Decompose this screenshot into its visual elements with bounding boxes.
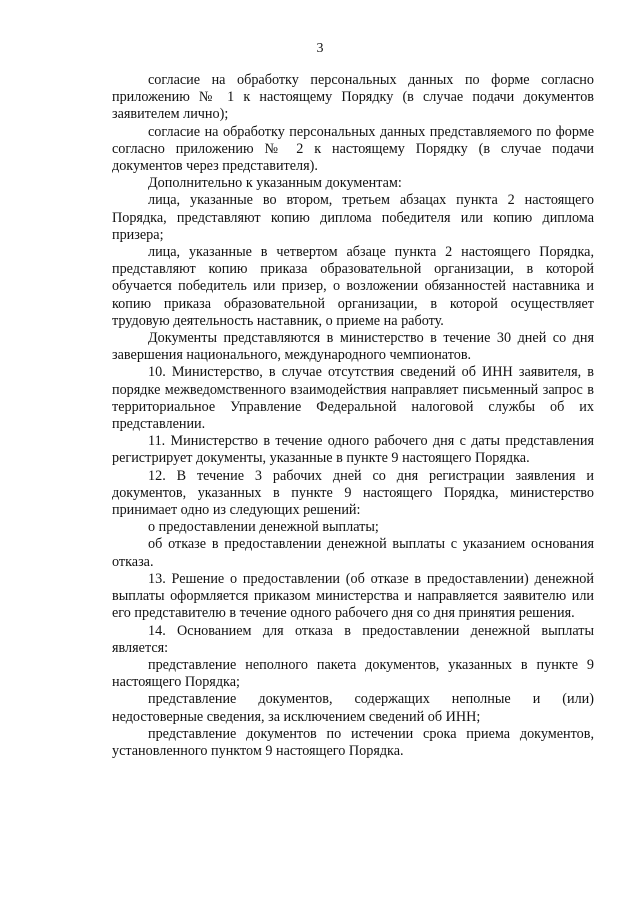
paragraph-mentor-order: лица, указанные в четвертом абзаце пункта 2 настоящего Порядка, представляют копию приказа образовательной организации, в которой обучается победитель или призер, о возложении обязанностей наставника и копию приказа образовательной организации, в которой осуществляет трудовую деятельность наставник, о приеме на работу. [112, 244, 594, 329]
paragraph-refusal-unreliable: представление документов, содержащих неполные и (или) недостоверные сведения, за исключением сведений об ИНН; [112, 691, 594, 725]
paragraph-submission-deadline: Документы представляются в министерство в течение 30 дней со дня завершения национального, международного чемпионатов. [112, 330, 594, 364]
paragraph-item-12: 12. В течение 3 рабочих дней со дня регистрации заявления и документов, указанных в пункте 9 настоящего Порядка, министерство принимает одно из следующих решений: [112, 467, 594, 519]
paragraph-additional-docs: Дополнительно к указанным документам: [148, 175, 402, 192]
paragraph-item-14: 14. Основанием для отказа в предоставлении денежной выплаты является: [112, 622, 594, 656]
paragraph-diploma-copy: лица, указанные во втором, третьем абзацах пункта 2 настоящего Порядка, представляют копию диплома победителя или копию диплома призера; [112, 192, 594, 243]
paragraph-refusal-incomplete: представление неполного пакета документов, указанных в пункте 9 настоящего Порядка; [112, 656, 594, 691]
paragraph-consent-representative: согласие на обработку персональных данных представляемого по форме согласно приложению № 2 к настоящему Порядку (в случае подачи документов через представителя). [112, 123, 594, 175]
document-body [112, 72, 594, 760]
paragraph-item-13: 13. Решение о предоставлении (об отказе в предоставлении) денежной выплаты оформляется приказом министерства и направляется заявителю или его представителю в течение одного рабочего дня со дня принятия решения. [112, 570, 594, 622]
paragraph-item-11: 11. Министерство в течение одного рабочего дня с даты представления регистрирует документы, указанные в пункте 9 настоящего Порядка. [112, 433, 594, 467]
paragraph-refusal-late: представление документов по истечении срока приема документов, установленного пунктом 9 настоящего Порядка. [112, 725, 594, 759]
paragraph-decision-grant: о предоставлении денежной выплаты; [148, 519, 379, 536]
paragraph-consent-personal: согласие на обработку персональных данных по форме согласно приложению № 1 к настоящему Порядку (в случае подачи документов заявителем лично); [112, 72, 594, 123]
paragraph-item-10: 10. Министерство, в случае отсутствия сведений об ИНН заявителя, в порядке межведомственного взаимодействия направляет письменный запрос в территориальное Управление Федеральной налоговой службы об их представлении. [112, 364, 594, 433]
page-number: 3 [316, 41, 324, 56]
paragraph-decision-refuse: об отказе в предоставлении денежной выплаты с указанием основания отказа. [112, 536, 594, 570]
